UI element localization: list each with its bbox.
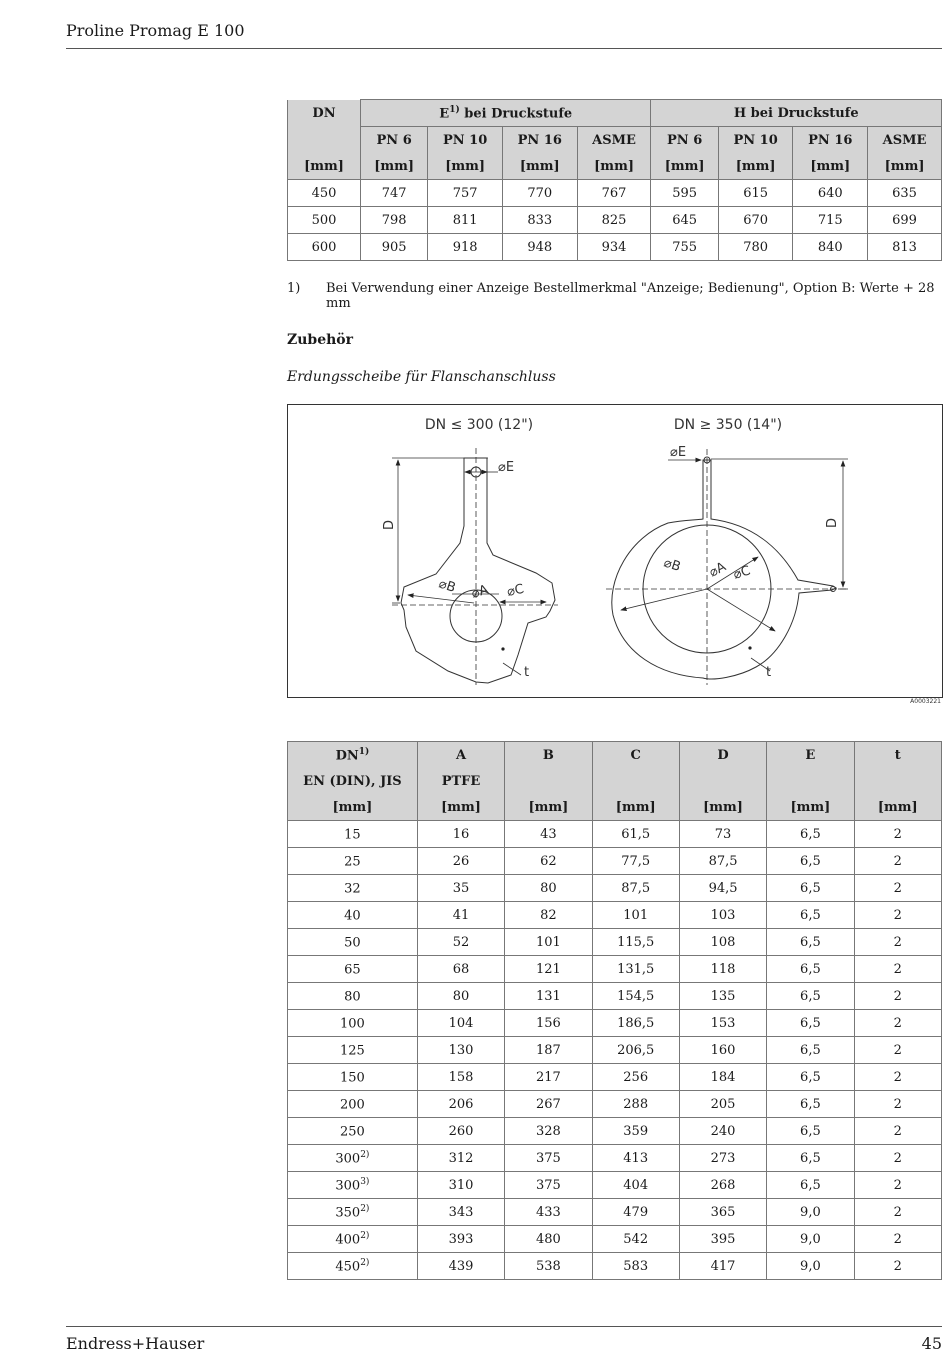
table2-cell: 9,0 [767,1199,854,1226]
table1-cell: 798 [361,207,428,234]
table2-dn-footnote: 2) [360,1149,370,1160]
table2-cell: 2 [854,1145,941,1172]
large-disk-label-t: t [766,665,772,680]
table2-cell: 395 [679,1226,766,1253]
table2-cell: 328 [505,1118,592,1145]
table2-dn-value: 300 [335,1178,361,1194]
table2-row [288,1118,942,1145]
table2-dn-label: DN [335,748,359,764]
table2-cell: 101 [592,902,679,929]
table2-cell: 267 [505,1091,592,1118]
table2-dn-value: 450 [335,1259,361,1275]
table2-row [288,1010,942,1037]
table1-unit: [mm] [361,153,428,180]
table2-cell: 2 [854,1118,941,1145]
large-disk-label-a: ⌀A [706,559,729,581]
table2-dn-cell [288,1010,418,1037]
page-header-title: Proline Promag E 100 [66,21,245,40]
table2-cell: 2 [854,1091,941,1118]
table1-row [288,234,942,261]
table2-unit: [mm] [767,794,854,821]
table2-cell: 542 [592,1226,679,1253]
table1-sub-header: PN 6 [361,127,428,154]
table2-header-e: E [767,742,854,769]
table2-cell: 121 [505,956,592,983]
footer-brand: Endress+Hauser [66,1334,205,1353]
table1-sub-header: PN 16 [793,127,868,154]
table2-dn-cell [288,821,418,848]
table2-cell: 2 [854,929,941,956]
table2-cell: 2 [854,1199,941,1226]
table2-row [288,875,942,902]
table2-cell: 6,5 [767,1145,854,1172]
table2-cell: 417 [679,1253,766,1280]
figure-id: A0003221 [910,698,941,705]
table2-cell: 87,5 [592,875,679,902]
table1-cell: 635 [868,180,942,207]
table2-cell: 365 [679,1199,766,1226]
table1-sub-header: PN 16 [502,127,577,154]
table2-cell: 375 [505,1145,592,1172]
table2-cell: 82 [505,902,592,929]
table2-cell: 2 [854,1172,941,1199]
table2-cell: 288 [592,1091,679,1118]
table2-dn-value: 65 [344,962,361,978]
table2-cell: 80 [417,983,504,1010]
table2-cell: 2 [854,956,941,983]
table2-dn-cell [288,929,418,956]
table2-dn-cell [288,1037,418,1064]
table2-cell: 6,5 [767,821,854,848]
header-divider [66,48,942,49]
table2-header-spacer [505,768,592,794]
table2-cell: 2 [854,821,941,848]
table1-sub-header: ASME [868,127,942,154]
table1-cell: 615 [718,180,793,207]
table2-cell: 154,5 [592,983,679,1010]
table2-cell: 6,5 [767,956,854,983]
table1-sub-header: PN 10 [428,127,503,154]
table2-dn-standard: EN (DIN), JIS [288,768,418,794]
table2-row [288,929,942,956]
table1-sub-header: PN 6 [651,127,718,154]
table2-cell: 118 [679,956,766,983]
table1-unit: [mm] [502,153,577,180]
left-view-title: DN ≤ 300 (12") [424,417,534,433]
table2-dn-cell [288,956,418,983]
table1-cell: 715 [793,207,868,234]
table1-cell: 600 [288,234,361,261]
table2-cell: 359 [592,1118,679,1145]
table2-cell: 131,5 [592,956,679,983]
table1-unit: [mm] [577,153,651,180]
large-disk-label-d: D [825,517,840,528]
table2-cell: 6,5 [767,929,854,956]
table1-e-label: E [439,106,450,122]
footnote-text: Bei Verwendung einer Anzeige Bestellmerkmal "Anzeige; Bedienung", Option B: Werte + 28 mm [326,281,935,311]
table2-cell: 6,5 [767,1037,854,1064]
small-disk-label-b: ⌀B [436,576,458,596]
small-disk-label-c: ⌀C [505,581,526,600]
table2-dn-cell [288,875,418,902]
table2-cell: 158 [417,1064,504,1091]
table1-cell: 811 [428,207,503,234]
table2-dn-value: 125 [340,1043,365,1059]
table2-cell: 52 [417,929,504,956]
table2-unit: [mm] [288,794,418,821]
section-title: Zubehör [287,332,353,348]
table2-cell: 6,5 [767,983,854,1010]
table2-dn-value: 300 [335,1151,361,1167]
table2-header-spacer [679,768,766,794]
table1-cell: 757 [428,180,503,207]
table2-dn-cell [288,983,418,1010]
table2-cell: 439 [417,1253,504,1280]
table2-dn-value: 25 [344,854,361,870]
table2-dn-cell [288,1091,418,1118]
table2-cell: 217 [505,1064,592,1091]
table1-e-sup: 1) [449,104,460,115]
dimensions-table-e-h [287,99,942,261]
small-disk-thickness-dot [501,647,504,650]
table2-dn-value: 15 [344,827,361,843]
table2-dn-value: 100 [340,1016,365,1032]
table1-cell: 450 [288,180,361,207]
table1-unit: [mm] [718,153,793,180]
table2-cell: 135 [679,983,766,1010]
table1-unit: [mm] [651,153,718,180]
small-disk-label-d: D [382,519,397,530]
table2-cell: 2 [854,983,941,1010]
table2-row [288,1253,942,1280]
table2-cell: 156 [505,1010,592,1037]
table1-cell: 780 [718,234,793,261]
table2-cell: 103 [679,902,766,929]
table2-dn-cell [288,1064,418,1091]
table1-cell: 934 [577,234,651,261]
table1-cell: 500 [288,207,361,234]
table1-cell: 767 [577,180,651,207]
table2-cell: 9,0 [767,1253,854,1280]
table2-cell: 26 [417,848,504,875]
table1-cell: 670 [718,207,793,234]
table2-header-spacer [854,768,941,794]
table1-cell: 840 [793,234,868,261]
table1-dn-header: DN [288,100,361,127]
table2-dn-value: 350 [335,1205,361,1221]
table2-cell: 184 [679,1064,766,1091]
table2-cell: 130 [417,1037,504,1064]
table2-dn-cell [288,1172,418,1199]
table2-cell: 273 [679,1145,766,1172]
table2-cell: 43 [505,821,592,848]
table1-row [288,207,942,234]
small-disk-shape [401,458,555,683]
table2-cell: 404 [592,1172,679,1199]
table1-unit: [mm] [793,153,868,180]
table2-cell: 2 [854,1064,941,1091]
table2-cell: 375 [505,1172,592,1199]
table2-cell: 6,5 [767,848,854,875]
small-disk-dimensions [392,448,558,685]
table2-header-spacer [592,768,679,794]
table2-cell: 480 [505,1226,592,1253]
table2-header-b: B [505,742,592,769]
table1-cell: 833 [502,207,577,234]
table1-cell: 825 [577,207,651,234]
section-subtitle: Erdungsscheibe für Flanschanschluss [287,369,556,385]
table2-cell: 312 [417,1145,504,1172]
table2-cell: 2 [854,875,941,902]
table2-cell: 101 [505,929,592,956]
table2-cell: 479 [592,1199,679,1226]
table2-header-t: t [854,742,941,769]
table2-unit: [mm] [854,794,941,821]
table2-row [288,1172,942,1199]
table2-cell: 2 [854,1226,941,1253]
table2-cell: 6,5 [767,902,854,929]
table1-cell: 770 [502,180,577,207]
table2-cell: 186,5 [592,1010,679,1037]
table1-unit: [mm] [428,153,503,180]
table2-cell: 268 [679,1172,766,1199]
table2-a-material: PTFE [417,768,504,794]
table1-dn-spacer [288,127,361,154]
table2-dn-cell [288,1145,418,1172]
table1-cell: 640 [793,180,868,207]
large-disk-label-c: ⌀C [731,563,753,583]
table2-cell: 41 [417,902,504,929]
table2-unit: [mm] [417,794,504,821]
table2-row [288,1037,942,1064]
table2-cell: 73 [679,821,766,848]
table2-dn-value: 80 [344,989,361,1005]
footer-divider [66,1326,942,1327]
table2-row [288,902,942,929]
table2-row [288,1199,942,1226]
table2-cell: 433 [505,1199,592,1226]
table1-cell: 755 [651,234,718,261]
table2-dn-value: 50 [344,935,361,951]
table2-cell: 87,5 [679,848,766,875]
footnote-number: 1) [287,281,301,296]
table2-cell: 206,5 [592,1037,679,1064]
table2-cell: 9,0 [767,1226,854,1253]
table2-cell: 393 [417,1226,504,1253]
table2-cell: 6,5 [767,1172,854,1199]
table1-cell: 905 [361,234,428,261]
table2-cell: 153 [679,1010,766,1037]
table2-cell: 538 [505,1253,592,1280]
table2-cell: 16 [417,821,504,848]
table2-cell: 2 [854,848,941,875]
table2-cell: 260 [417,1118,504,1145]
table1-e-suffix: bei Druckstufe [459,106,573,122]
table2-cell: 205 [679,1091,766,1118]
table2-cell: 583 [592,1253,679,1280]
table2-cell: 240 [679,1118,766,1145]
table2-cell: 206 [417,1091,504,1118]
table2-cell: 2 [854,902,941,929]
page-number: 45 [921,1334,942,1353]
table1-sub-header: PN 10 [718,127,793,154]
table2-row [288,956,942,983]
table2-dn-value: 400 [335,1232,361,1248]
table1-cell: 948 [502,234,577,261]
table2-cell: 343 [417,1199,504,1226]
table1-cell: 645 [651,207,718,234]
grounding-disk-svg [288,405,942,697]
table2-cell: 35 [417,875,504,902]
large-disk-label-e: ⌀E [670,445,687,460]
table1-cell: 747 [361,180,428,207]
table2-cell: 108 [679,929,766,956]
table2-cell: 61,5 [592,821,679,848]
table2-cell: 6,5 [767,1091,854,1118]
table2-unit: [mm] [592,794,679,821]
table2-dn-cell [288,1226,418,1253]
table2-dn-value: 250 [340,1124,365,1140]
table2-header-spacer [767,768,854,794]
table1-cell: 595 [651,180,718,207]
table2-dn-cell [288,1118,418,1145]
table2-cell: 187 [505,1037,592,1064]
right-view-title: DN ≥ 350 (14") [673,417,783,433]
large-disk-thickness-dot [748,646,751,649]
table2-header-a: A [417,742,504,769]
large-disk-label-b: ⌀B [661,555,683,575]
table2-header-dn [288,742,418,769]
table2-dn-cell [288,848,418,875]
table2-cell: 68 [417,956,504,983]
table2-dn-cell [288,1199,418,1226]
small-disk-label-t: t [524,665,530,680]
table2-row [288,1226,942,1253]
table2-row [288,1064,942,1091]
table2-unit: [mm] [679,794,766,821]
table2-dn-cell [288,1253,418,1280]
table1-unit: [mm] [868,153,942,180]
table1-cell: 918 [428,234,503,261]
table2-cell: 413 [592,1145,679,1172]
table2-cell: 77,5 [592,848,679,875]
table2-cell: 6,5 [767,875,854,902]
table2-cell: 310 [417,1172,504,1199]
grounding-disk-drawing [287,404,943,698]
table2-dn-sup: 1) [358,746,370,757]
table2-cell: 104 [417,1010,504,1037]
table2-cell: 2 [854,1010,941,1037]
table2-row [288,821,942,848]
table1-dn-unit: [mm] [288,153,361,180]
table2-cell: 6,5 [767,1010,854,1037]
table2-dn-value: 200 [340,1097,365,1113]
table2-cell: 80 [505,875,592,902]
table2-header-c: C [592,742,679,769]
table2-row [288,1091,942,1118]
table2-cell: 6,5 [767,1118,854,1145]
table2-dn-value: 40 [344,908,361,924]
small-disk-label-a: ⌀A [469,582,491,602]
table2-cell: 62 [505,848,592,875]
table1-cell: 813 [868,234,942,261]
small-disk-label-e: ⌀E [498,460,515,475]
table2-cell: 2 [854,1253,941,1280]
table1-row [288,180,942,207]
table1-sub-header: ASME [577,127,651,154]
table2-dn-footnote: 3) [360,1176,370,1187]
table2-cell: 94,5 [679,875,766,902]
table2-dn-cell [288,902,418,929]
table2-cell: 160 [679,1037,766,1064]
table2-dn-value: 32 [344,881,361,897]
table2-dn-footnote: 2) [360,1257,370,1268]
table2-header-d: D [679,742,766,769]
table2-unit: [mm] [505,794,592,821]
table2-row [288,848,942,875]
table2-dn-footnote: 2) [360,1203,370,1214]
table2-dn-value: 150 [340,1070,365,1086]
table1-h-group-header: H bei Druckstufe [651,100,942,127]
table2-cell: 6,5 [767,1064,854,1091]
table2-row [288,983,942,1010]
table1-cell: 699 [868,207,942,234]
table2-cell: 2 [854,1037,941,1064]
table2-cell: 131 [505,983,592,1010]
grounding-disk-dimensions-table [287,741,942,1280]
table2-row [288,1145,942,1172]
table2-cell: 115,5 [592,929,679,956]
table2-dn-footnote: 2) [360,1230,370,1241]
table1-e-group-header [361,100,651,127]
table2-cell: 256 [592,1064,679,1091]
